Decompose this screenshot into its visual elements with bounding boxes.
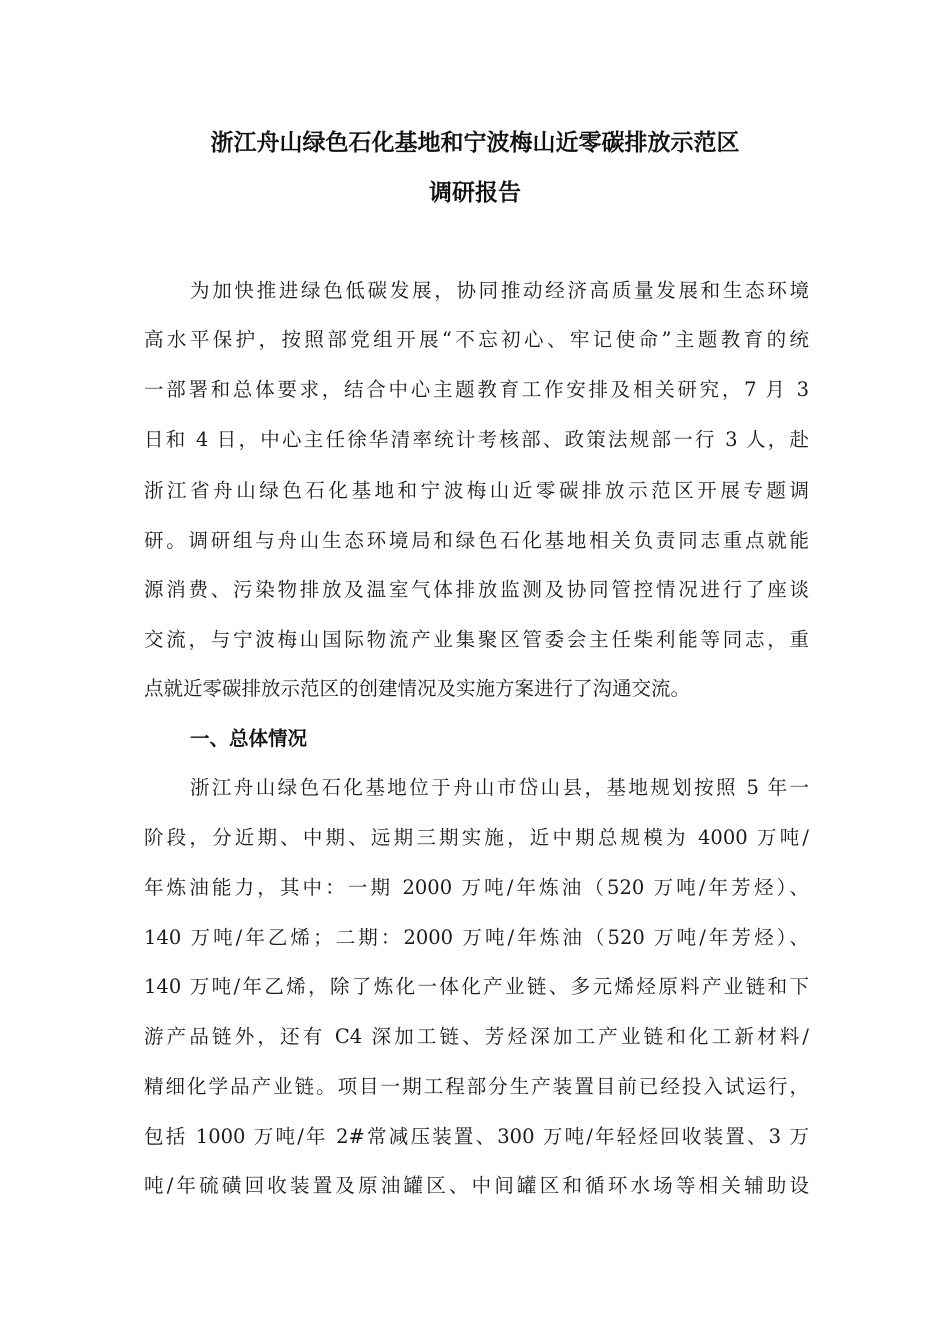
- paragraph-1-line: 点就近零碳排放示范区的创建情况及实施方案进行了沟通交流。: [144, 677, 691, 700]
- paragraph-1-line: 研。调研组与舟山生态环境局和绿色石化基地相关负责同志重点就能: [144, 529, 809, 552]
- paragraph-1-line: 一部署和总体要求，结合中心主题教育工作安排及相关研究，7 月 3: [144, 378, 809, 401]
- paragraph-2-line: 阶段，分近期、中期、远期三期实施，近中期总规模为 4000 万吨/: [144, 826, 809, 849]
- paragraph-1-line: 为加快推进绿色低碳发展，协同推动经济高质量发展和生态环境: [190, 279, 809, 302]
- paragraph-1-line: 源消费、污染物排放及温室气体排放监测及协同管控情况进行了座谈: [144, 578, 809, 601]
- paragraph-2-line: 年炼油能力，其中：一期 2000 万吨/年炼油（520 万吨/年芳烃）、: [144, 876, 809, 899]
- document-title-line-1: 浙江舟山绿色石化基地和宁波梅山近零碳排放示范区: [210, 130, 740, 156]
- paragraph-1-line: 日和 4 日，中心主任徐华清率统计考核部、政策法规部一行 3 人，赴: [144, 428, 809, 451]
- paragraph-1-line: 高水平保护，按照部党组开展“不忘初心、牢记使命”主题教育的统: [144, 328, 809, 351]
- paragraph-1-line: 浙江省舟山绿色石化基地和宁波梅山近零碳排放示范区开展专题调: [144, 479, 809, 502]
- paragraph-2-line: 包括 1000 万吨/年 2#常减压装置、300 万吨/年轻烃回收装置、3 万: [144, 1125, 809, 1148]
- paragraph-2-line: 浙江舟山绿色石化基地位于舟山市岱山县，基地规划按照 5 年一: [190, 776, 809, 799]
- section-heading: 一、总体情况: [190, 727, 308, 750]
- paragraph-2-line: 精细化学品产业链。项目一期工程部分生产装置目前已经投入试运行，: [144, 1075, 809, 1098]
- paragraph-2-line: 140 万吨/年乙烯；二期：2000 万吨/年炼油（520 万吨/年芳烃）、: [144, 926, 809, 949]
- paragraph-2-line: 游产品链外，还有 C4 深加工链、芳烃深加工产业链和化工新材料/: [144, 1025, 809, 1048]
- paragraph-2-line: 吨/年硫磺回收装置及原油罐区、中间罐区和循环水场等相关辅助设: [144, 1174, 809, 1197]
- paragraph-1-line: 交流，与宁波梅山国际物流产业集聚区管委会主任柴利能等同志，重: [144, 628, 809, 651]
- document-title-line-2: 调研报告: [429, 180, 521, 206]
- paragraph-2-line: 140 万吨/年乙烯，除了炼化一体化产业链、多元烯烃原料产业链和下: [144, 975, 809, 998]
